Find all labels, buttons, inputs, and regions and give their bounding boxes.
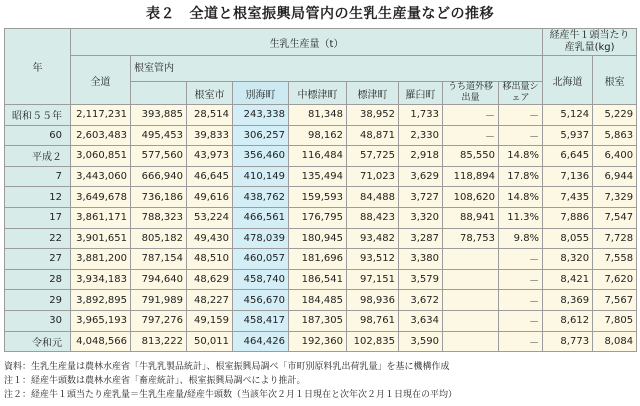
cell-betsukai: 458,417 (233, 310, 289, 331)
cell-all: 3,934,183 (71, 269, 131, 290)
cell-nemuro: 805,182 (131, 228, 187, 249)
cell-nemuro-yield: 5,229 (593, 105, 637, 126)
header-year: 年 (5, 29, 71, 105)
cell-share: － (499, 105, 543, 126)
cell-year: 27 (5, 249, 71, 270)
cell-export (443, 331, 499, 352)
cell-hokkaido-yield: 6,645 (543, 146, 593, 167)
cell-shibetsu: 71,023 (347, 166, 399, 187)
cell-shibetsu: 57,725 (347, 146, 399, 167)
cell-betsukai: 356,460 (233, 146, 289, 167)
cell-rausu: 3,287 (399, 228, 443, 249)
cell-hokkaido-yield: 8,320 (543, 249, 593, 270)
cell-share: － (499, 331, 543, 352)
header-rausu: 羅臼町 (399, 82, 443, 105)
note-source: 資料：生乳生産量は農林水産省「牛乳乳製品統計」、根室振興局調べ「市町別原料乳出荷乳量」を基に機構作成 (4, 362, 450, 372)
cell-all: 3,060,851 (71, 146, 131, 167)
cell-export: 85,550 (443, 146, 499, 167)
cell-nakashibetsu: 181,696 (289, 249, 347, 270)
header-nemuro-city: 根室市 (187, 82, 233, 105)
cell-city: 50,011 (187, 331, 233, 352)
cell-hokkaido-yield: 8,421 (543, 269, 593, 290)
cell-betsukai: 460,057 (233, 249, 289, 270)
table-row (5, 105, 637, 126)
header-betsukai: 別海町 (233, 82, 289, 105)
table-row (5, 187, 637, 208)
cell-shibetsu: 98,936 (347, 290, 399, 311)
cell-shibetsu: 93,482 (347, 228, 399, 249)
cell-hokkaido-yield: 5,937 (543, 125, 593, 146)
cell-city: 53,224 (187, 207, 233, 228)
table-row (5, 331, 637, 352)
cell-betsukai: 466,561 (233, 207, 289, 228)
milk-production-table (4, 28, 637, 352)
cell-betsukai: 458,740 (233, 269, 289, 290)
cell-nemuro: 393,885 (131, 105, 187, 126)
table-row (5, 269, 637, 290)
cell-export (443, 310, 499, 331)
cell-city: 39,833 (187, 125, 233, 146)
cell-rausu: 3,380 (399, 249, 443, 270)
cell-hokkaido-yield: 8,055 (543, 228, 593, 249)
cell-nakashibetsu: 116,484 (289, 146, 347, 167)
cell-betsukai: 464,426 (233, 331, 289, 352)
cell-nakashibetsu: 187,305 (289, 310, 347, 331)
cell-nakashibetsu: 192,360 (289, 331, 347, 352)
cell-export: － (443, 105, 499, 126)
cell-rausu: 3,672 (399, 290, 443, 311)
cell-all: 2,117,231 (71, 105, 131, 126)
cell-year: 7 (5, 166, 71, 187)
cell-nemuro-yield: 6,944 (593, 166, 637, 187)
cell-shibetsu: 98,761 (347, 310, 399, 331)
cell-nemuro-yield: 7,558 (593, 249, 637, 270)
cell-rausu: 3,320 (399, 207, 443, 228)
cell-nemuro-yield: 5,863 (593, 125, 637, 146)
header-shipment-share: 移出量シェア (499, 82, 543, 105)
table-body (5, 105, 637, 352)
cell-year: 60 (5, 125, 71, 146)
cell-nakashibetsu: 176,795 (289, 207, 347, 228)
cell-export: 88,941 (443, 207, 499, 228)
cell-all: 4,048,566 (71, 331, 131, 352)
cell-betsukai: 456,670 (233, 290, 289, 311)
cell-share: － (499, 249, 543, 270)
header-nakashibetsu: 中標津町 (289, 82, 347, 105)
notes (4, 360, 636, 402)
cell-rausu: 2,918 (399, 146, 443, 167)
cell-nemuro: 791,989 (131, 290, 187, 311)
cell-share: 9.8% (499, 228, 543, 249)
header-nemuro-kannai: 根室管内 (131, 56, 543, 82)
cell-export: － (443, 125, 499, 146)
header-yield-per-cow: 経産牛１頭当たり産乳量(kg) (543, 29, 637, 56)
cell-all: 3,892,895 (71, 290, 131, 311)
cell-nemuro: 813,222 (131, 331, 187, 352)
cell-shibetsu: 88,423 (347, 207, 399, 228)
cell-export (443, 290, 499, 311)
table-row (5, 166, 637, 187)
header-hokkaido-yield: 北海道 (543, 56, 593, 105)
cell-share: － (499, 125, 543, 146)
cell-nemuro-yield: 7,567 (593, 290, 637, 311)
note-1: 注１：経産牛頭数は農林水産省「畜産統計」、根室振興局調べにより推計。 (4, 376, 306, 386)
cell-shibetsu: 48,871 (347, 125, 399, 146)
cell-rausu: 3,629 (399, 166, 443, 187)
cell-all: 3,901,651 (71, 228, 131, 249)
cell-nakashibetsu: 98,162 (289, 125, 347, 146)
cell-nemuro: 788,323 (131, 207, 187, 228)
cell-nemuro: 736,186 (131, 187, 187, 208)
cell-all: 2,603,483 (71, 125, 131, 146)
cell-city: 48,629 (187, 269, 233, 290)
cell-nemuro: 577,560 (131, 146, 187, 167)
cell-share: － (499, 310, 543, 331)
cell-export: 78,753 (443, 228, 499, 249)
cell-share: 14.8% (499, 146, 543, 167)
cell-share: 17.8% (499, 166, 543, 187)
cell-nemuro: 495,453 (131, 125, 187, 146)
cell-betsukai: 438,762 (233, 187, 289, 208)
cell-nakashibetsu: 159,593 (289, 187, 347, 208)
header-shibetsu: 標津町 (347, 82, 399, 105)
cell-nemuro: 794,640 (131, 269, 187, 290)
cell-rausu: 3,727 (399, 187, 443, 208)
cell-all: 3,649,678 (71, 187, 131, 208)
cell-share: － (499, 269, 543, 290)
cell-city: 28,514 (187, 105, 233, 126)
cell-nemuro-yield: 7,805 (593, 310, 637, 331)
cell-city: 48,227 (187, 290, 233, 311)
header-outside-shipment: うち道外移出量 (443, 82, 499, 105)
cell-shibetsu: 102,835 (347, 331, 399, 352)
cell-nakashibetsu: 184,485 (289, 290, 347, 311)
table-row (5, 228, 637, 249)
table-row (5, 290, 637, 311)
cell-shibetsu: 84,488 (347, 187, 399, 208)
cell-year: 29 (5, 290, 71, 311)
cell-betsukai: 410,149 (233, 166, 289, 187)
cell-year: 30 (5, 310, 71, 331)
cell-city: 49,616 (187, 187, 233, 208)
cell-all: 3,965,193 (71, 310, 131, 331)
cell-city: 43,973 (187, 146, 233, 167)
cell-nemuro-yield: 6,400 (593, 146, 637, 167)
cell-nakashibetsu: 81,348 (289, 105, 347, 126)
cell-year: 平成２ (5, 146, 71, 167)
cell-city: 46,645 (187, 166, 233, 187)
cell-nemuro-yield: 7,620 (593, 269, 637, 290)
cell-year: 令和元 (5, 331, 71, 352)
cell-export: 118,894 (443, 166, 499, 187)
cell-year: 22 (5, 228, 71, 249)
cell-city: 49,430 (187, 228, 233, 249)
cell-share: － (499, 290, 543, 311)
cell-nemuro: 666,940 (131, 166, 187, 187)
table-row (5, 249, 637, 270)
cell-shibetsu: 93,512 (347, 249, 399, 270)
cell-rausu: 3,634 (399, 310, 443, 331)
table-row (5, 146, 637, 167)
table-row (5, 310, 637, 331)
table-title: 表２ 全道と根室振興局管内の生乳生産量などの推移 (146, 6, 494, 22)
table-row (5, 207, 637, 228)
cell-betsukai: 478,039 (233, 228, 289, 249)
header-milk-production: 生乳生産量（t） (71, 29, 543, 56)
cell-hokkaido-yield: 7,136 (543, 166, 593, 187)
cell-nakashibetsu: 186,541 (289, 269, 347, 290)
cell-nemuro: 787,154 (131, 249, 187, 270)
cell-rausu: 2,330 (399, 125, 443, 146)
cell-export (443, 269, 499, 290)
cell-all: 3,443,060 (71, 166, 131, 187)
cell-year: 12 (5, 187, 71, 208)
cell-nemuro-yield: 8,084 (593, 331, 637, 352)
cell-nemuro-yield: 7,329 (593, 187, 637, 208)
header-nemuro-kannai-spacer (131, 82, 187, 105)
cell-nemuro-yield: 7,728 (593, 228, 637, 249)
cell-nakashibetsu: 180,945 (289, 228, 347, 249)
cell-rausu: 1,733 (399, 105, 443, 126)
cell-shibetsu: 97,151 (347, 269, 399, 290)
cell-nakashibetsu: 135,494 (289, 166, 347, 187)
cell-all: 3,861,171 (71, 207, 131, 228)
cell-city: 48,510 (187, 249, 233, 270)
cell-share: 11.3% (499, 207, 543, 228)
cell-hokkaido-yield: 5,124 (543, 105, 593, 126)
cell-hokkaido-yield: 7,435 (543, 187, 593, 208)
cell-betsukai: 306,257 (233, 125, 289, 146)
cell-all: 3,881,200 (71, 249, 131, 270)
cell-hokkaido-yield: 8,612 (543, 310, 593, 331)
cell-hokkaido-yield: 8,369 (543, 290, 593, 311)
cell-betsukai: 243,338 (233, 105, 289, 126)
cell-share: 14.8% (499, 187, 543, 208)
cell-nemuro: 797,276 (131, 310, 187, 331)
cell-export (443, 249, 499, 270)
header-all-hokkaido: 全道 (71, 56, 131, 105)
cell-hokkaido-yield: 8,773 (543, 331, 593, 352)
cell-year: 17 (5, 207, 71, 228)
cell-hokkaido-yield: 7,886 (543, 207, 593, 228)
cell-city: 49,159 (187, 310, 233, 331)
cell-year: 昭和５５年 (5, 105, 71, 126)
cell-rausu: 3,579 (399, 269, 443, 290)
table-row (5, 125, 637, 146)
cell-rausu: 3,590 (399, 331, 443, 352)
cell-year: 28 (5, 269, 71, 290)
cell-nemuro-yield: 7,547 (593, 207, 637, 228)
cell-export: 108,620 (443, 187, 499, 208)
header-nemuro-yield: 根室 (593, 56, 637, 105)
note-2: 注２：経産牛１頭当たり産乳量＝生乳生産量/経産牛頭数（当該年次２月１日現在と次年次２月１日現在の平均） (4, 390, 458, 400)
cell-shibetsu: 38,952 (347, 105, 399, 126)
